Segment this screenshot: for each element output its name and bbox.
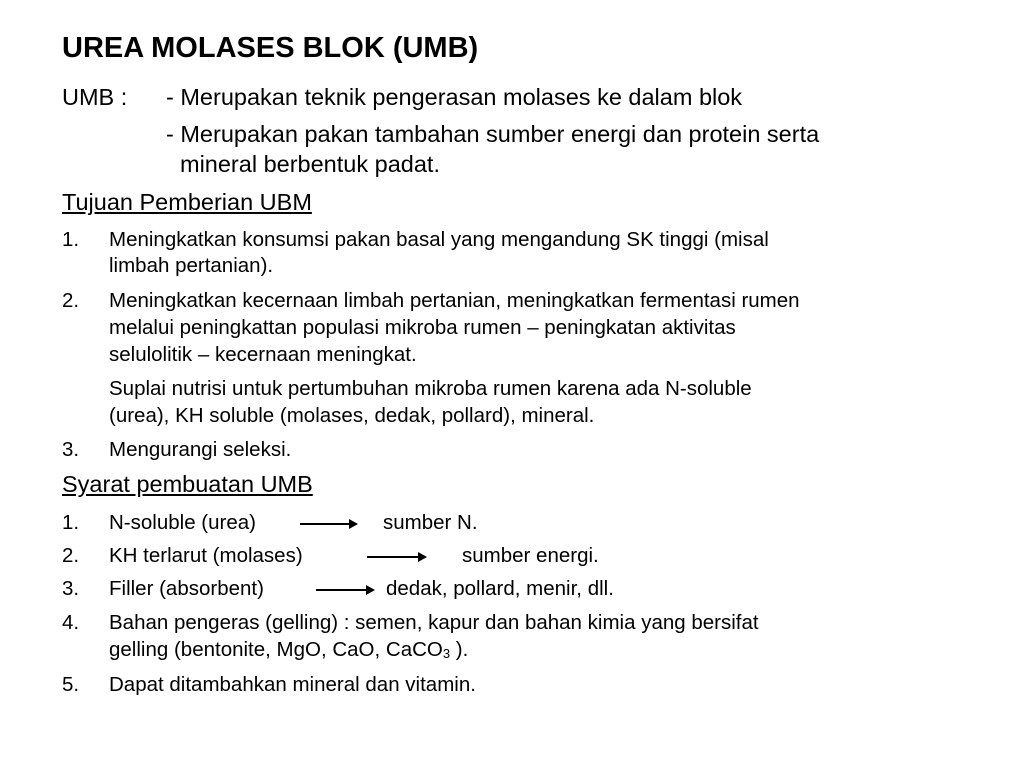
tujuan-item-1-line-1: Meningkatkan konsumsi pakan basal yang mengandung SK tinggi (misal [109, 228, 769, 251]
tujuan-item-2-line-3: selulolitik – kecernaan meningkat. [109, 343, 417, 366]
arrow-icon [367, 556, 425, 558]
syarat-item-1-right: sumber N. [383, 511, 478, 534]
syarat-item-2-left: KH terlarut (molases) [109, 544, 303, 567]
syarat-item-1-left: N-soluble (urea) [109, 511, 256, 534]
tujuan-item-3-line-1: Mengurangi seleksi. [109, 438, 292, 461]
syarat-item-2-right: sumber energi. [462, 544, 599, 567]
subscript-3: 3 [442, 646, 451, 661]
umb-definition-1: - Merupakan teknik pengerasan molases ke dalam blok [166, 84, 743, 110]
syarat-heading: Syarat pembuatan UMB [62, 471, 313, 497]
syarat-item-5-line-1: Dapat ditambahkan mineral dan vitamin. [109, 673, 476, 696]
syarat-item-4-line-1: Bahan pengeras (gelling) : semen, kapur dan bahan kimia yang bersifat [109, 611, 759, 634]
syarat-item-2-number: 2. [62, 544, 80, 567]
tujuan-item-2-note-line-1: Suplai nutrisi untuk pertumbuhan mikroba rumen karena ada N-soluble [109, 377, 752, 400]
slide-title: UREA MOLASES BLOK (UMB) [62, 32, 479, 64]
tujuan-item-1-line-2: limbah pertanian). [109, 254, 274, 277]
syarat-item-4-line-2 [109, 638, 468, 662]
syarat-item-4-number: 4. [62, 611, 80, 634]
tujuan-item-3-number: 3. [62, 438, 80, 461]
syarat-item-3-number: 3. [62, 577, 80, 600]
tujuan-item-2-line-2: melalui peningkattan populasi mikroba rumen – peningkatan aktivitas [109, 316, 736, 339]
syarat-item-4-line-2b: ). [450, 638, 469, 661]
tujuan-item-2-note-line-2: (urea), KH soluble (molases, dedak, pollard), mineral. [109, 404, 595, 427]
tujuan-item-2-line-1: Meningkatkan kecernaan limbah pertanian, meningkatkan fermentasi rumen [109, 289, 800, 312]
arrow-icon [316, 589, 373, 591]
tujuan-item-2-number: 2. [62, 289, 80, 312]
tujuan-item-1-number: 1. [62, 228, 80, 251]
syarat-item-4-line-2a: gelling (bentonite, MgO, CaO, CaCO [109, 638, 443, 661]
tujuan-heading: Tujuan Pemberian UBM [62, 189, 312, 215]
umb-label: UMB : [62, 84, 128, 110]
syarat-item-3-right: dedak, pollard, menir, dll. [386, 577, 614, 600]
umb-definition-2a: - Merupakan pakan tambahan sumber energi dan protein serta [166, 121, 820, 147]
arrow-icon [300, 523, 356, 525]
umb-definition-2b: mineral berbentuk padat. [180, 151, 440, 177]
syarat-item-5-number: 5. [62, 673, 80, 696]
syarat-item-3-left: Filler (absorbent) [109, 577, 264, 600]
syarat-item-1-number: 1. [62, 511, 80, 534]
